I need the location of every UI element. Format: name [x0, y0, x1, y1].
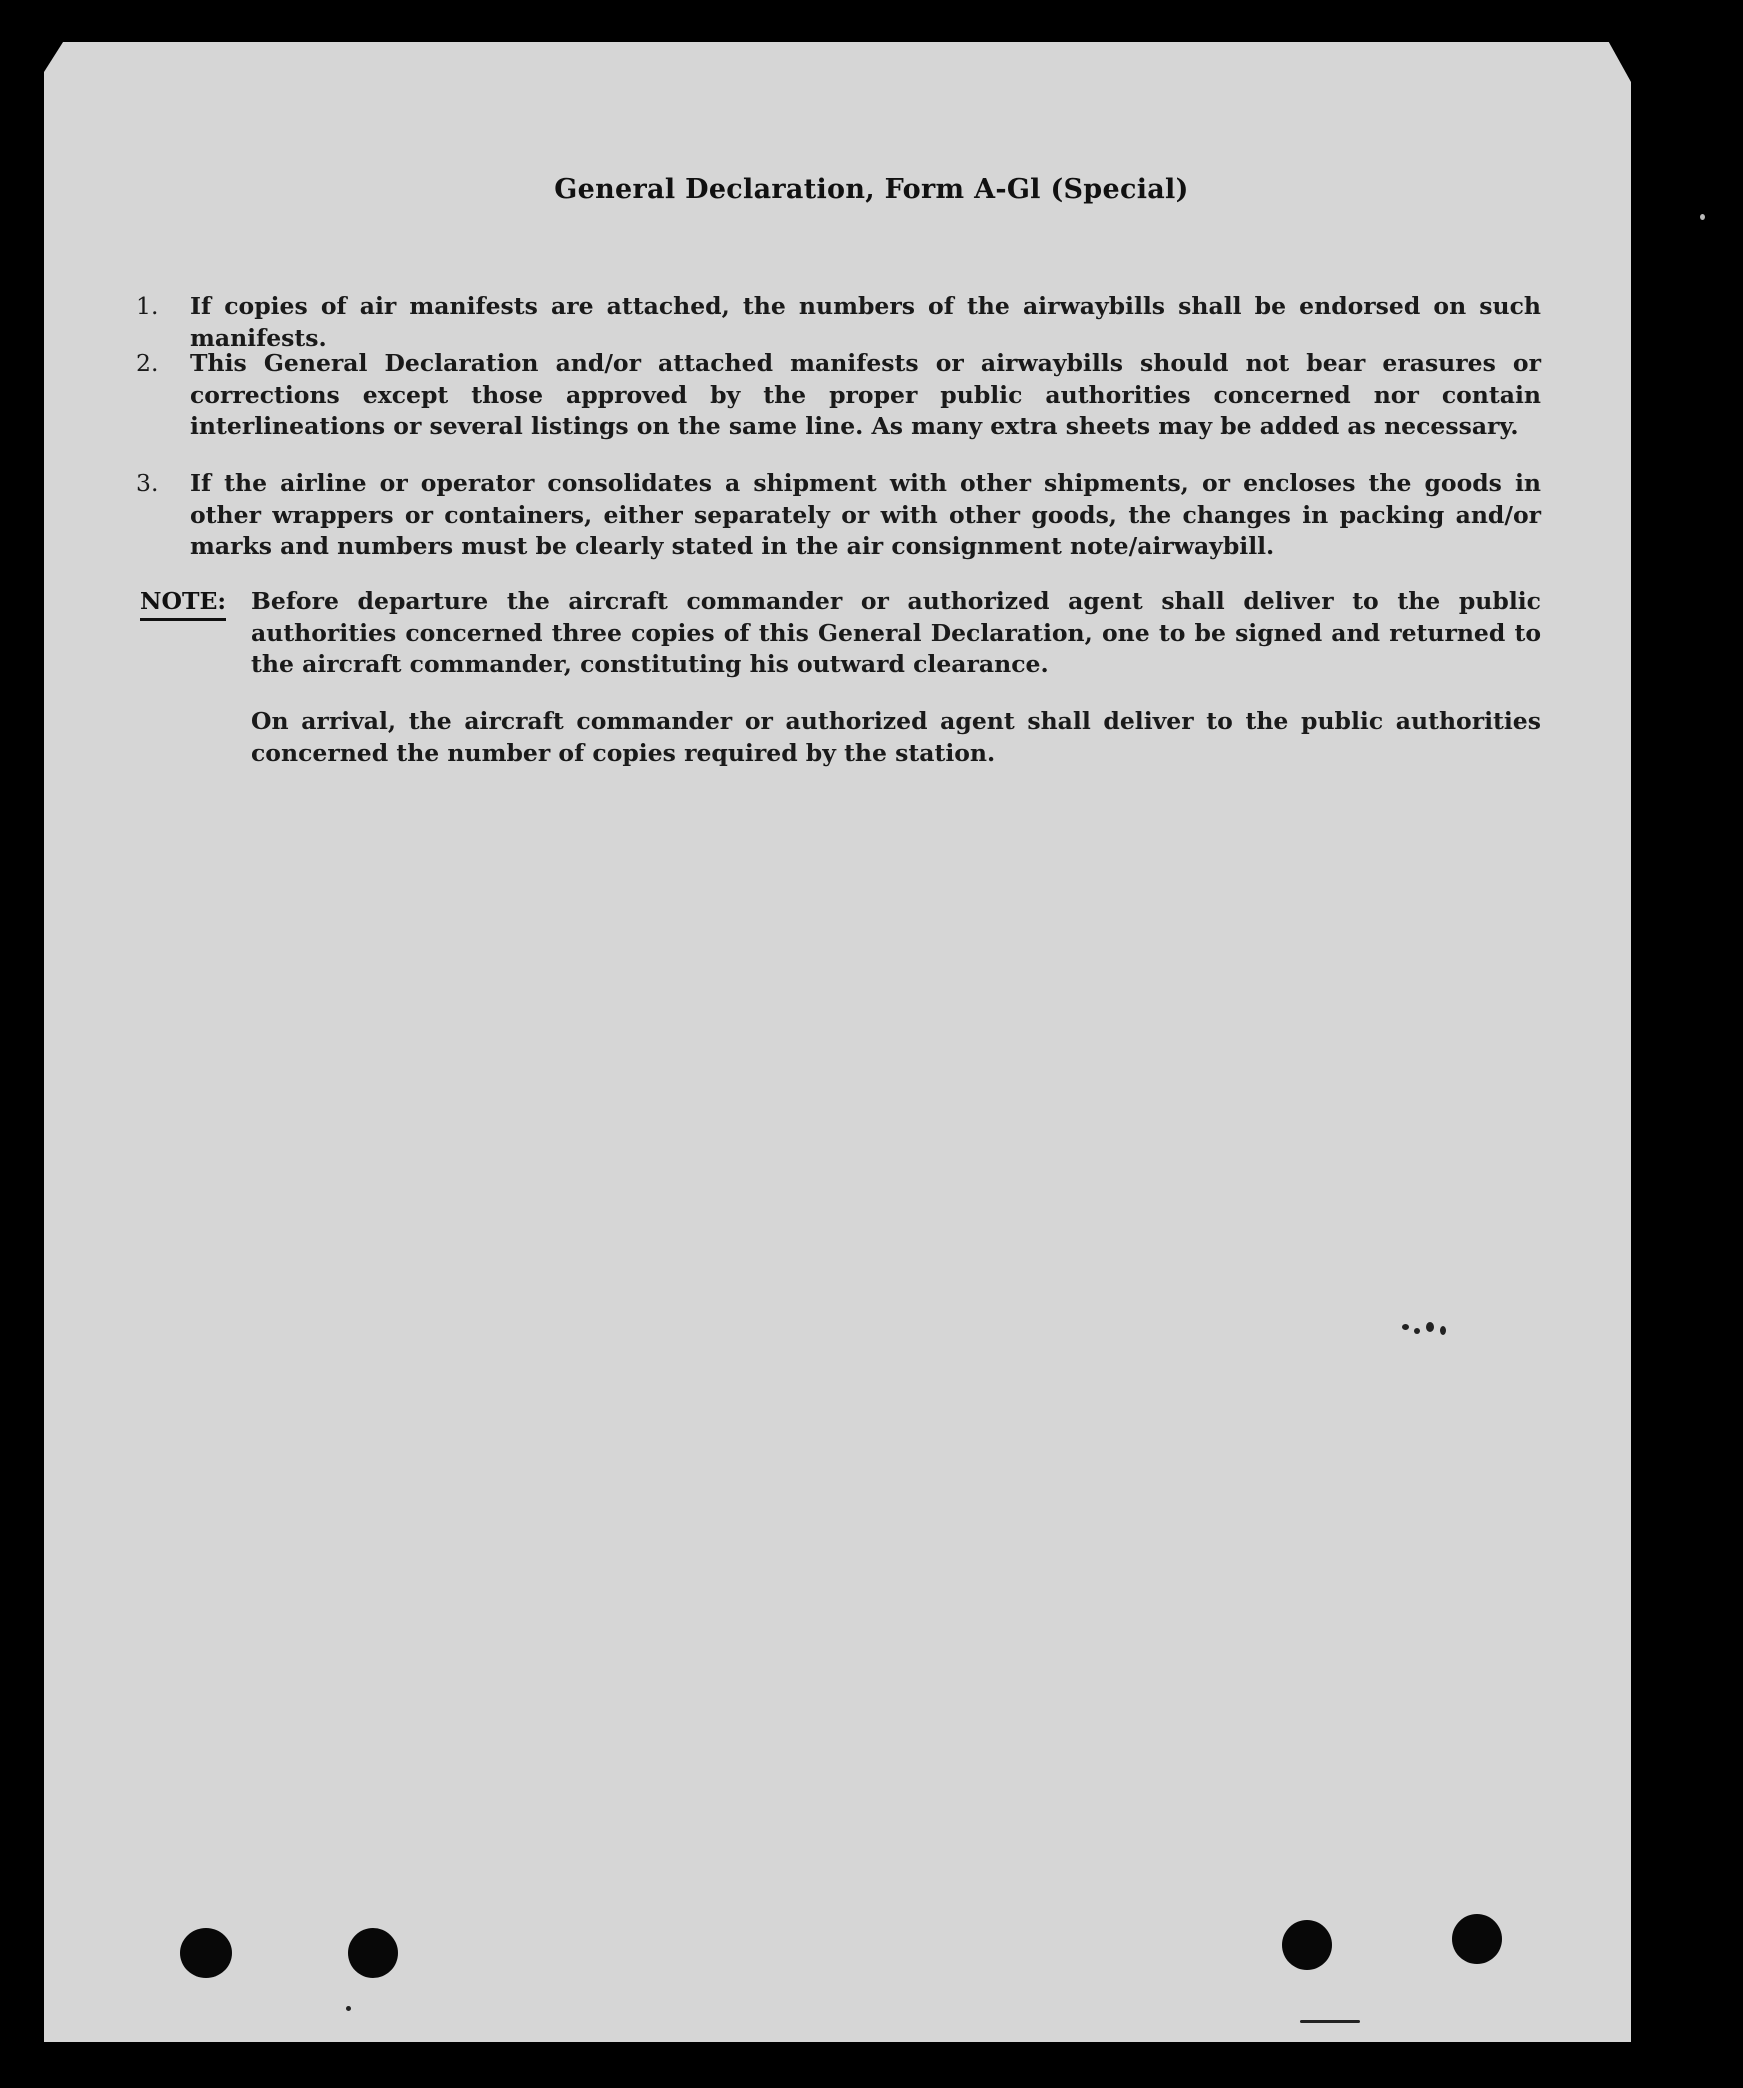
ink-speck: [1700, 214, 1705, 220]
item-number: 1.: [136, 292, 159, 320]
item-number: 3.: [136, 469, 159, 497]
ink-speck: [1426, 1322, 1434, 1332]
page-title: General Declaration, Form A-Gl (Special): [554, 174, 1189, 205]
ink-speck: [1440, 1326, 1446, 1335]
ink-speck: [1300, 2020, 1360, 2023]
note-label: NOTE:: [140, 586, 226, 621]
item-text: If the airline or operator consolidates a shipment with other shipments, or encloses the goods in other wrappers or containers, either separately or with other goods, the changes in packing and/or marks and numbers must be clearly stated in the air consignment note/airwaybill.: [190, 469, 1541, 560]
list-item: [136, 291, 1541, 354]
ink-speck: [1402, 1324, 1409, 1330]
note-paragraph: On arrival, the aircraft commander or authorized agent shall deliver to the public authorities concerned the number of copies required by the station.: [251, 707, 1541, 767]
punch-hole: [348, 1928, 398, 1978]
item-text: This General Declaration and/or attached manifests or airwaybills should not bear erasures or corrections except those approved by the proper public authorities concerned nor contain interlineations or several listings on the same line. As many extra sheets may be added as necessary.: [190, 349, 1541, 440]
note-paragraph: Before departure the aircraft commander or authorized agent shall deliver to the public authorities concerned three copies of this General Declaration, one to be signed and returned to the aircraft commander, constituting his outward clearance.: [251, 587, 1541, 678]
punch-hole: [180, 1928, 232, 1978]
ink-speck: [1414, 1328, 1420, 1334]
item-text: If copies of air manifests are attached, the numbers of the airwaybills shall be endorsed on such manifests.: [190, 292, 1541, 352]
list-item: [136, 348, 1541, 443]
punch-hole: [1282, 1920, 1332, 1970]
list-item: [136, 468, 1541, 563]
item-number: 2.: [136, 349, 159, 377]
punch-hole: [1452, 1914, 1502, 1964]
bleed-through-mark: [620, 1540, 635, 1577]
ink-speck: [346, 2006, 351, 2011]
